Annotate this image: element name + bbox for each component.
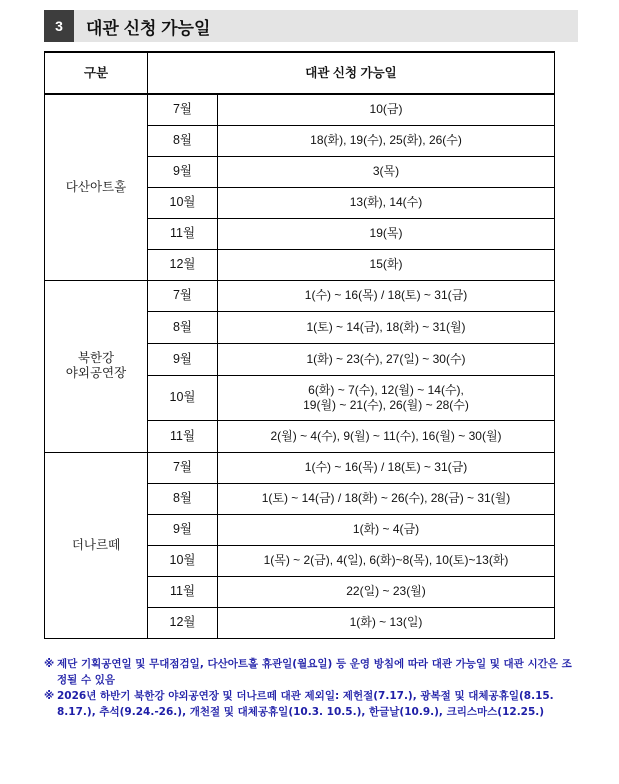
note-excluded-days <box>44 688 574 720</box>
dates-cell: 19(목) <box>218 218 555 249</box>
month-cell: 10월 <box>148 545 218 576</box>
dates-cell: 15(화) <box>218 249 555 280</box>
note-operations <box>44 656 574 688</box>
dates-cell: 1(토) ~ 14(금), 18(화) ~ 31(월) <box>218 311 555 343</box>
month-cell: 11월 <box>148 218 218 249</box>
section-header <box>44 10 578 42</box>
dates-cell: 13(화), 14(수) <box>218 187 555 218</box>
venue-cell-bukhangang <box>45 280 148 452</box>
month-cell: 9월 <box>148 514 218 545</box>
dates-cell: 10(금) <box>218 94 555 125</box>
dates-cell: 1(화) ~ 23(수), 27(일) ~ 30(수) <box>218 343 555 375</box>
dates-cell: 1(수) ~ 16(목) / 18(토) ~ 31(금) <box>218 452 555 483</box>
month-cell: 7월 <box>148 280 218 311</box>
month-cell: 7월 <box>148 94 218 125</box>
month-cell: 7월 <box>148 452 218 483</box>
month-cell: 11월 <box>148 576 218 607</box>
venue-label-line2: 야외공연장 <box>65 366 127 380</box>
header-available-dates: 대관 신청 가능일 <box>148 52 555 94</box>
dates-cell: 3(목) <box>218 156 555 187</box>
month-cell: 9월 <box>148 343 218 375</box>
dates-cell: 18(화), 19(수), 25(화), 26(수) <box>218 125 555 156</box>
header-category: 구분 <box>45 52 148 94</box>
month-cell: 10월 <box>148 375 218 420</box>
dates-cell: 2(월) ~ 4(수), 9(월) ~ 11(수), 16(월) ~ 30(월) <box>218 420 555 452</box>
note-text: 제단 기획공연일 및 무대점검일, 다산아트홀 휴관일(월요일) 등 운영 방침에 따라 대관 가능일 및 대관 시간은 조정될 수 있음 <box>57 658 572 686</box>
month-cell: 11월 <box>148 420 218 452</box>
dates-cell: 1(화) ~ 13(일) <box>218 607 555 638</box>
dates-cell: 22(일) ~ 23(월) <box>218 576 555 607</box>
notes-section <box>44 656 574 720</box>
dates-line: 6(화) ~ 7(수), 12(월) ~ 14(수), <box>308 382 464 397</box>
month-cell: 12월 <box>148 607 218 638</box>
venue-cell-deonareute: 더나르떼 <box>45 452 148 638</box>
dates-cell: 1(화) ~ 4(금) <box>218 514 555 545</box>
section-title: 대관 신청 가능일 <box>86 18 211 38</box>
dates-cell: 1(수) ~ 16(목) / 18(토) ~ 31(금) <box>218 280 555 311</box>
dates-cell <box>218 375 555 420</box>
month-cell: 8월 <box>148 311 218 343</box>
month-cell: 10월 <box>148 187 218 218</box>
month-cell: 12월 <box>148 249 218 280</box>
reference-mark-icon: ※ <box>44 658 55 670</box>
rental-schedule-table <box>44 51 555 639</box>
section-number: 3 <box>44 10 74 42</box>
month-cell: 8월 <box>148 483 218 514</box>
month-cell: 8월 <box>148 125 218 156</box>
note-text: 2026년 하반기 북한강 야외공연장 및 더나르떼 대관 제외일: 제헌절(7.17.), 광복절 및 대체공휴일(8.15. 8.17.), 추석(9.24.-26.), 개천절 및 대체공휴일(10.3. 10.5.), 한글날(10.9.), 크리스마스(12.25.) <box>57 690 554 718</box>
dates-cell: 1(목) ~ 2(금), 4(일), 6(화)~8(목), 10(토)~13(화) <box>218 545 555 576</box>
venue-cell-dasan: 다산아트홀 <box>45 94 148 280</box>
month-cell: 9월 <box>148 156 218 187</box>
venue-label-line1: 북한강 <box>77 351 115 365</box>
dates-line: 19(월) ~ 21(수), 26(월) ~ 28(수) <box>303 397 469 412</box>
reference-mark-icon: ※ <box>44 690 55 702</box>
dates-cell: 1(토) ~ 14(금) / 18(화) ~ 26(수), 28(금) ~ 31(월) <box>218 483 555 514</box>
